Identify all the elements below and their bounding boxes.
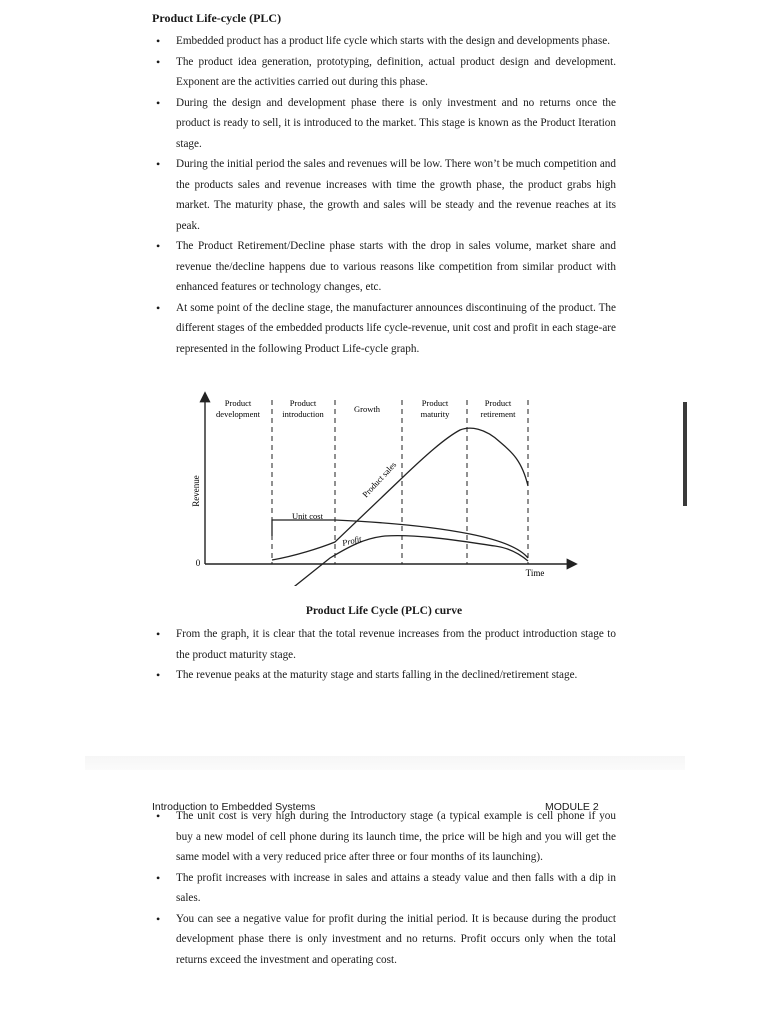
unit-cost-notes-list: [176, 806, 616, 970]
series-line-profit: [285, 536, 528, 586]
plc-chart-svg: [180, 386, 600, 586]
list-item: • During the initial period the sales and revenues will be low. There won’t be much competition and the products sales and revenue increases with time the growth phase, the product grabs high market. The maturity phase, the growth and sales will be steady and the revenue reaches at its peak.: [176, 154, 616, 236]
list-item: • The profit increases with increase in sales and attains a steady value and then falls with a dip in sales.: [176, 868, 616, 909]
series-line-unit-cost: [272, 520, 528, 558]
stage-label: introduction: [282, 409, 324, 419]
list-item: • The Product Retirement/Decline phase starts with the drop in sales volume, market share and revenue the/decline happens due to various reasons like competition from similar product with enhanced features or technology changes, etc.: [176, 236, 616, 298]
series-line-product-sales: [272, 428, 528, 560]
plc-bullet-list: [176, 31, 616, 359]
graph-notes-list: [176, 624, 616, 686]
list-item: • You can see a negative value for profit during the initial period. It is because during the product development phase there is only investment and no returns. Profit occurs only when the total returns exceed the investment and operating cost.: [176, 909, 616, 971]
list-item: • The revenue peaks at the maturity stage and starts falling in the declined/retirement stage.: [176, 665, 616, 686]
list-item: • During the design and development phase there is only investment and no returns once the product is ready to sell, it is introduced to the market. This stage is known as the Product Iteration stage.: [176, 93, 616, 155]
series-label-profit: Profit: [341, 533, 363, 548]
list-item: • At some point of the decline stage, the manufacturer announces discontinuing of the product. The different stages of the embedded products life cycle-revenue, unit cost and profit in each stage-are represented in the following Product Life-cycle graph.: [176, 298, 616, 360]
stage-label: Product: [484, 398, 512, 408]
stage-label: retirement: [480, 409, 516, 419]
stage-label: maturity: [420, 409, 450, 419]
page-header-title: Introduction to Embedded Systems: [152, 801, 316, 813]
page-divider: [85, 756, 685, 770]
series-label-product-sales: Product sales: [360, 459, 399, 500]
stage-label: development: [216, 409, 260, 419]
list-item: • Embedded product has a product life cycle which starts with the design and developments phase.: [176, 31, 616, 52]
series-label-unit-cost: Unit cost: [292, 511, 323, 521]
stage-label: Product: [421, 398, 449, 408]
section-title: Product Life-cycle (PLC): [152, 11, 282, 25]
stage-label: Product: [224, 398, 252, 408]
scrollbar-thumb[interactable]: [683, 402, 687, 506]
page-header-module: MODULE 2: [545, 801, 599, 813]
stage-label: Product: [289, 398, 317, 408]
origin-label: 0: [195, 558, 201, 568]
plc-chart: [180, 386, 600, 586]
y-axis-label: Revenue: [191, 475, 201, 507]
list-item: • The product idea generation, prototyping, definition, actual product design and development. Exponent are the activities carried out during this phase.: [176, 52, 616, 93]
list-item: • From the graph, it is clear that the total revenue increases from the product introduction stage to the product maturity stage.: [176, 624, 616, 665]
stage-label: Growth: [354, 404, 380, 414]
list-item: • The unit cost is very high during the Introductory stage (a typical example is cell phone if you buy a new model of cell phone during its launch time, the price will be high and you will get the same model with a very reduced price after three or four months of its launching).: [176, 806, 616, 868]
figure-caption: Product Life Cycle (PLC) curve: [305, 605, 463, 617]
x-axis-label: Time: [525, 568, 545, 578]
